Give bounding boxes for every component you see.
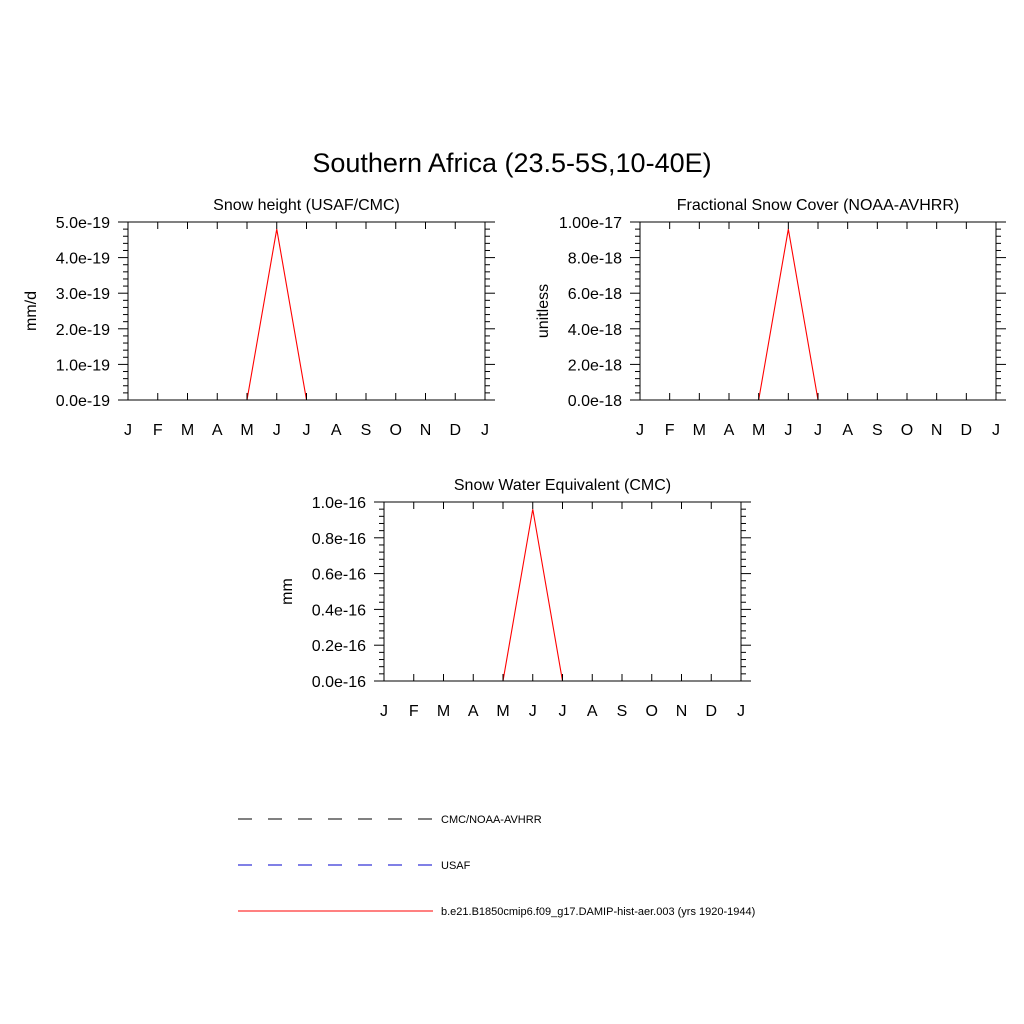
x-tick-label: S bbox=[616, 703, 628, 720]
x-tick-label: D bbox=[960, 422, 973, 439]
x-tick-label: M bbox=[240, 422, 254, 439]
y-tick-label: 0.0e-19 bbox=[55, 393, 110, 410]
x-tick-label: S bbox=[871, 422, 883, 439]
x-tick-label: J bbox=[302, 422, 311, 439]
y-tick-label: 1.0e-16 bbox=[311, 495, 366, 512]
y-axis-label: unitless bbox=[535, 283, 552, 339]
legend bbox=[238, 814, 755, 918]
x-tick-label: J bbox=[992, 422, 1000, 439]
x-tick-label: N bbox=[675, 703, 688, 720]
plot-frame bbox=[128, 222, 485, 400]
x-tick-label: J bbox=[737, 703, 745, 720]
y-tick-label: 0.8e-16 bbox=[311, 530, 366, 548]
x-tick-label: S bbox=[360, 422, 372, 439]
x-tick-label: J bbox=[481, 422, 489, 439]
x-tick-label: N bbox=[930, 422, 943, 439]
x-tick-label: A bbox=[211, 422, 223, 439]
y-axis-label: mm/d bbox=[23, 291, 40, 331]
x-tick-label: J bbox=[784, 422, 793, 439]
y-tick-label: 8.0e-18 bbox=[567, 250, 622, 268]
x-tick-label: F bbox=[408, 703, 419, 720]
chart-title: Snow height (USAF/CMC) bbox=[213, 197, 400, 214]
y-tick-label: 0.4e-16 bbox=[311, 602, 366, 620]
x-tick-label: A bbox=[330, 422, 342, 439]
legend-item-2 bbox=[238, 860, 471, 872]
x-tick-label: J bbox=[124, 422, 132, 439]
plot-frame bbox=[384, 502, 741, 681]
x-tick-label: F bbox=[152, 422, 163, 439]
y-tick-label: 2.0e-19 bbox=[55, 321, 110, 339]
series-line-b-e21-b1850cmip6-f09-g17-damip-hist-aer-003-yrs-1920-1944 bbox=[128, 229, 485, 400]
x-tick-label: J bbox=[380, 703, 388, 720]
y-tick-label: 1.0e-19 bbox=[55, 357, 110, 375]
x-tick-label: A bbox=[723, 422, 735, 439]
x-tick-label: O bbox=[389, 422, 402, 439]
y-axis-label: mm bbox=[279, 578, 296, 605]
x-tick-label: O bbox=[900, 422, 914, 439]
y-tick-label: 0.0e-16 bbox=[311, 674, 366, 691]
x-tick-label: O bbox=[645, 703, 658, 720]
x-tick-label: J bbox=[528, 703, 537, 720]
x-tick-label: A bbox=[586, 703, 598, 720]
chart-panels bbox=[23, 197, 1006, 720]
x-tick-label: J bbox=[558, 703, 567, 720]
x-tick-label: N bbox=[419, 422, 432, 439]
y-tick-label: 5.0e-19 bbox=[55, 215, 110, 232]
chart-title: Snow Water Equivalent (CMC) bbox=[453, 477, 672, 494]
x-tick-label: J bbox=[636, 422, 644, 439]
y-tick-label: 0.6e-16 bbox=[311, 566, 366, 584]
legend-item-3 bbox=[238, 906, 755, 918]
y-tick-label: 0.2e-16 bbox=[311, 638, 366, 656]
x-tick-label: M bbox=[496, 703, 510, 720]
legend-label: USAF bbox=[441, 860, 471, 872]
chart-title: Fractional Snow Cover (NOAA-AVHRR) bbox=[676, 197, 960, 214]
plot-frame bbox=[640, 222, 996, 400]
chart-panel-3 bbox=[279, 477, 751, 720]
x-tick-label: M bbox=[752, 422, 766, 439]
x-tick-label: F bbox=[664, 422, 675, 439]
x-tick-label: D bbox=[449, 422, 462, 439]
y-tick-label: 0.0e-18 bbox=[567, 393, 622, 410]
chart-panel-2 bbox=[535, 197, 1006, 439]
chart-panel-1 bbox=[23, 197, 495, 439]
x-tick-label: D bbox=[705, 703, 718, 720]
x-tick-label: M bbox=[180, 422, 195, 439]
y-tick-label: 3.0e-19 bbox=[55, 286, 110, 304]
legend-label: b.e21.B1850cmip6.f09_g17.DAMIP-hist-aer.003 (yrs 1920-1944) bbox=[441, 906, 756, 918]
series-line-b-e21-b1850cmip6-f09-g17-damip-hist-aer-003-yrs-1920-1944 bbox=[384, 509, 741, 681]
y-tick-label: 4.0e-18 bbox=[567, 321, 622, 339]
x-tick-label: M bbox=[436, 703, 451, 720]
legend-item-1 bbox=[238, 814, 542, 826]
y-tick-label: 4.0e-19 bbox=[55, 250, 110, 268]
x-tick-label: A bbox=[467, 703, 479, 720]
x-tick-label: J bbox=[814, 422, 822, 439]
y-tick-label: 1.00e-17 bbox=[558, 215, 622, 232]
x-tick-label: J bbox=[272, 422, 281, 439]
main-title: Southern Africa (23.5-5S,10-40E) bbox=[312, 148, 712, 178]
y-tick-label: 6.0e-18 bbox=[567, 286, 622, 304]
legend-label: CMC/NOAA-AVHRR bbox=[441, 814, 542, 826]
x-tick-label: A bbox=[842, 422, 854, 439]
series-line-b-e21-b1850cmip6-f09-g17-damip-hist-aer-003-yrs-1920-1944 bbox=[640, 229, 996, 400]
y-tick-label: 2.0e-18 bbox=[567, 357, 622, 375]
x-tick-label: M bbox=[692, 422, 706, 439]
